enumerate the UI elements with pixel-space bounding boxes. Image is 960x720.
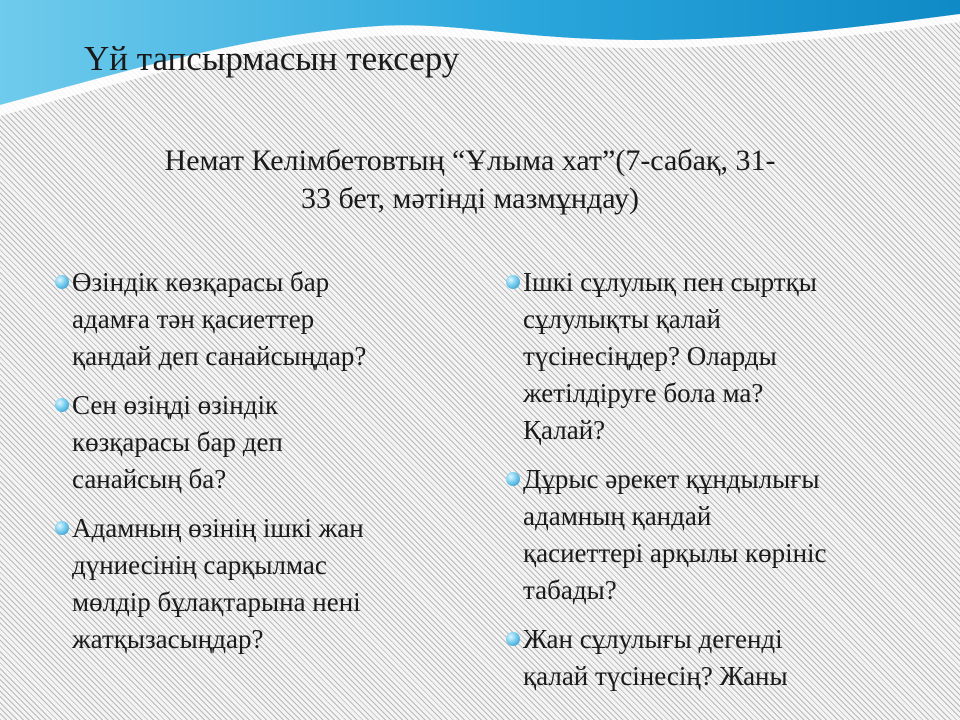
text-line: жатқызасыңдар? bbox=[72, 624, 264, 654]
list-item bbox=[506, 461, 926, 609]
question-text bbox=[523, 264, 926, 449]
text-line: Қалай? bbox=[523, 415, 606, 445]
question-text bbox=[523, 621, 926, 695]
list-item bbox=[506, 264, 926, 449]
text-line: сұлулықты қалай bbox=[523, 304, 721, 334]
text-line: қалай түсінесің? Жаны bbox=[523, 661, 788, 691]
question-text bbox=[523, 461, 926, 609]
left-column bbox=[55, 264, 455, 670]
text-line: дүниесінің сарқылмас bbox=[72, 550, 327, 580]
list-item bbox=[55, 387, 455, 498]
text-line: санайсың ба? bbox=[72, 464, 227, 494]
text-line: Сен өзіңді өзіндік bbox=[72, 390, 279, 420]
list-item bbox=[506, 621, 926, 695]
question-text bbox=[72, 510, 455, 658]
bullet-icon bbox=[55, 398, 69, 412]
subtitle-line: 33 бет, мәтінді мазмұндау) bbox=[300, 181, 640, 215]
text-line: адамға тән қасиеттер bbox=[72, 304, 315, 334]
text-line: Жан сұлулығы дегенді bbox=[523, 624, 783, 654]
bullet-icon bbox=[55, 521, 69, 535]
list-item bbox=[55, 510, 455, 658]
text-line: табады? bbox=[523, 575, 617, 605]
slide-title: Үй тапсырмасын тексеру bbox=[84, 39, 460, 78]
bullet-icon bbox=[55, 275, 69, 289]
text-line: жетілдіруге бола ма? bbox=[523, 378, 764, 408]
text-line: адамның қандай bbox=[523, 501, 712, 531]
text-line: көзқарасы бар деп bbox=[72, 427, 283, 457]
text-line: Адамның өзінің ішкі жан bbox=[72, 513, 364, 543]
slide-subtitle bbox=[60, 142, 880, 217]
bullet-icon bbox=[506, 275, 520, 289]
question-text bbox=[72, 387, 455, 498]
question-list-left bbox=[55, 264, 455, 658]
bullet-icon bbox=[506, 472, 520, 486]
text-line: қасиеттері арқылы көрініс bbox=[523, 538, 827, 568]
subtitle-line: Немат Келімбетовтың “Ұлыма хат”(7-сабақ, 31- bbox=[164, 144, 776, 177]
text-line: түсінесіңдер? Оларды bbox=[523, 341, 777, 371]
question-text bbox=[72, 264, 455, 375]
text-line: Ішкі сұлулық пен сыртқы bbox=[523, 267, 817, 297]
text-line: Өзіндік көзқарасы бар bbox=[72, 267, 330, 297]
text-line: мөлдір бұлақтарына нені bbox=[72, 587, 361, 617]
text-line: Дұрыс әрекет құндылығы bbox=[523, 464, 820, 494]
bullet-icon bbox=[506, 632, 520, 646]
right-column bbox=[506, 264, 926, 707]
question-list-right bbox=[506, 264, 926, 695]
list-item bbox=[55, 264, 455, 375]
text-line: қандай деп санайсыңдар? bbox=[72, 341, 367, 371]
